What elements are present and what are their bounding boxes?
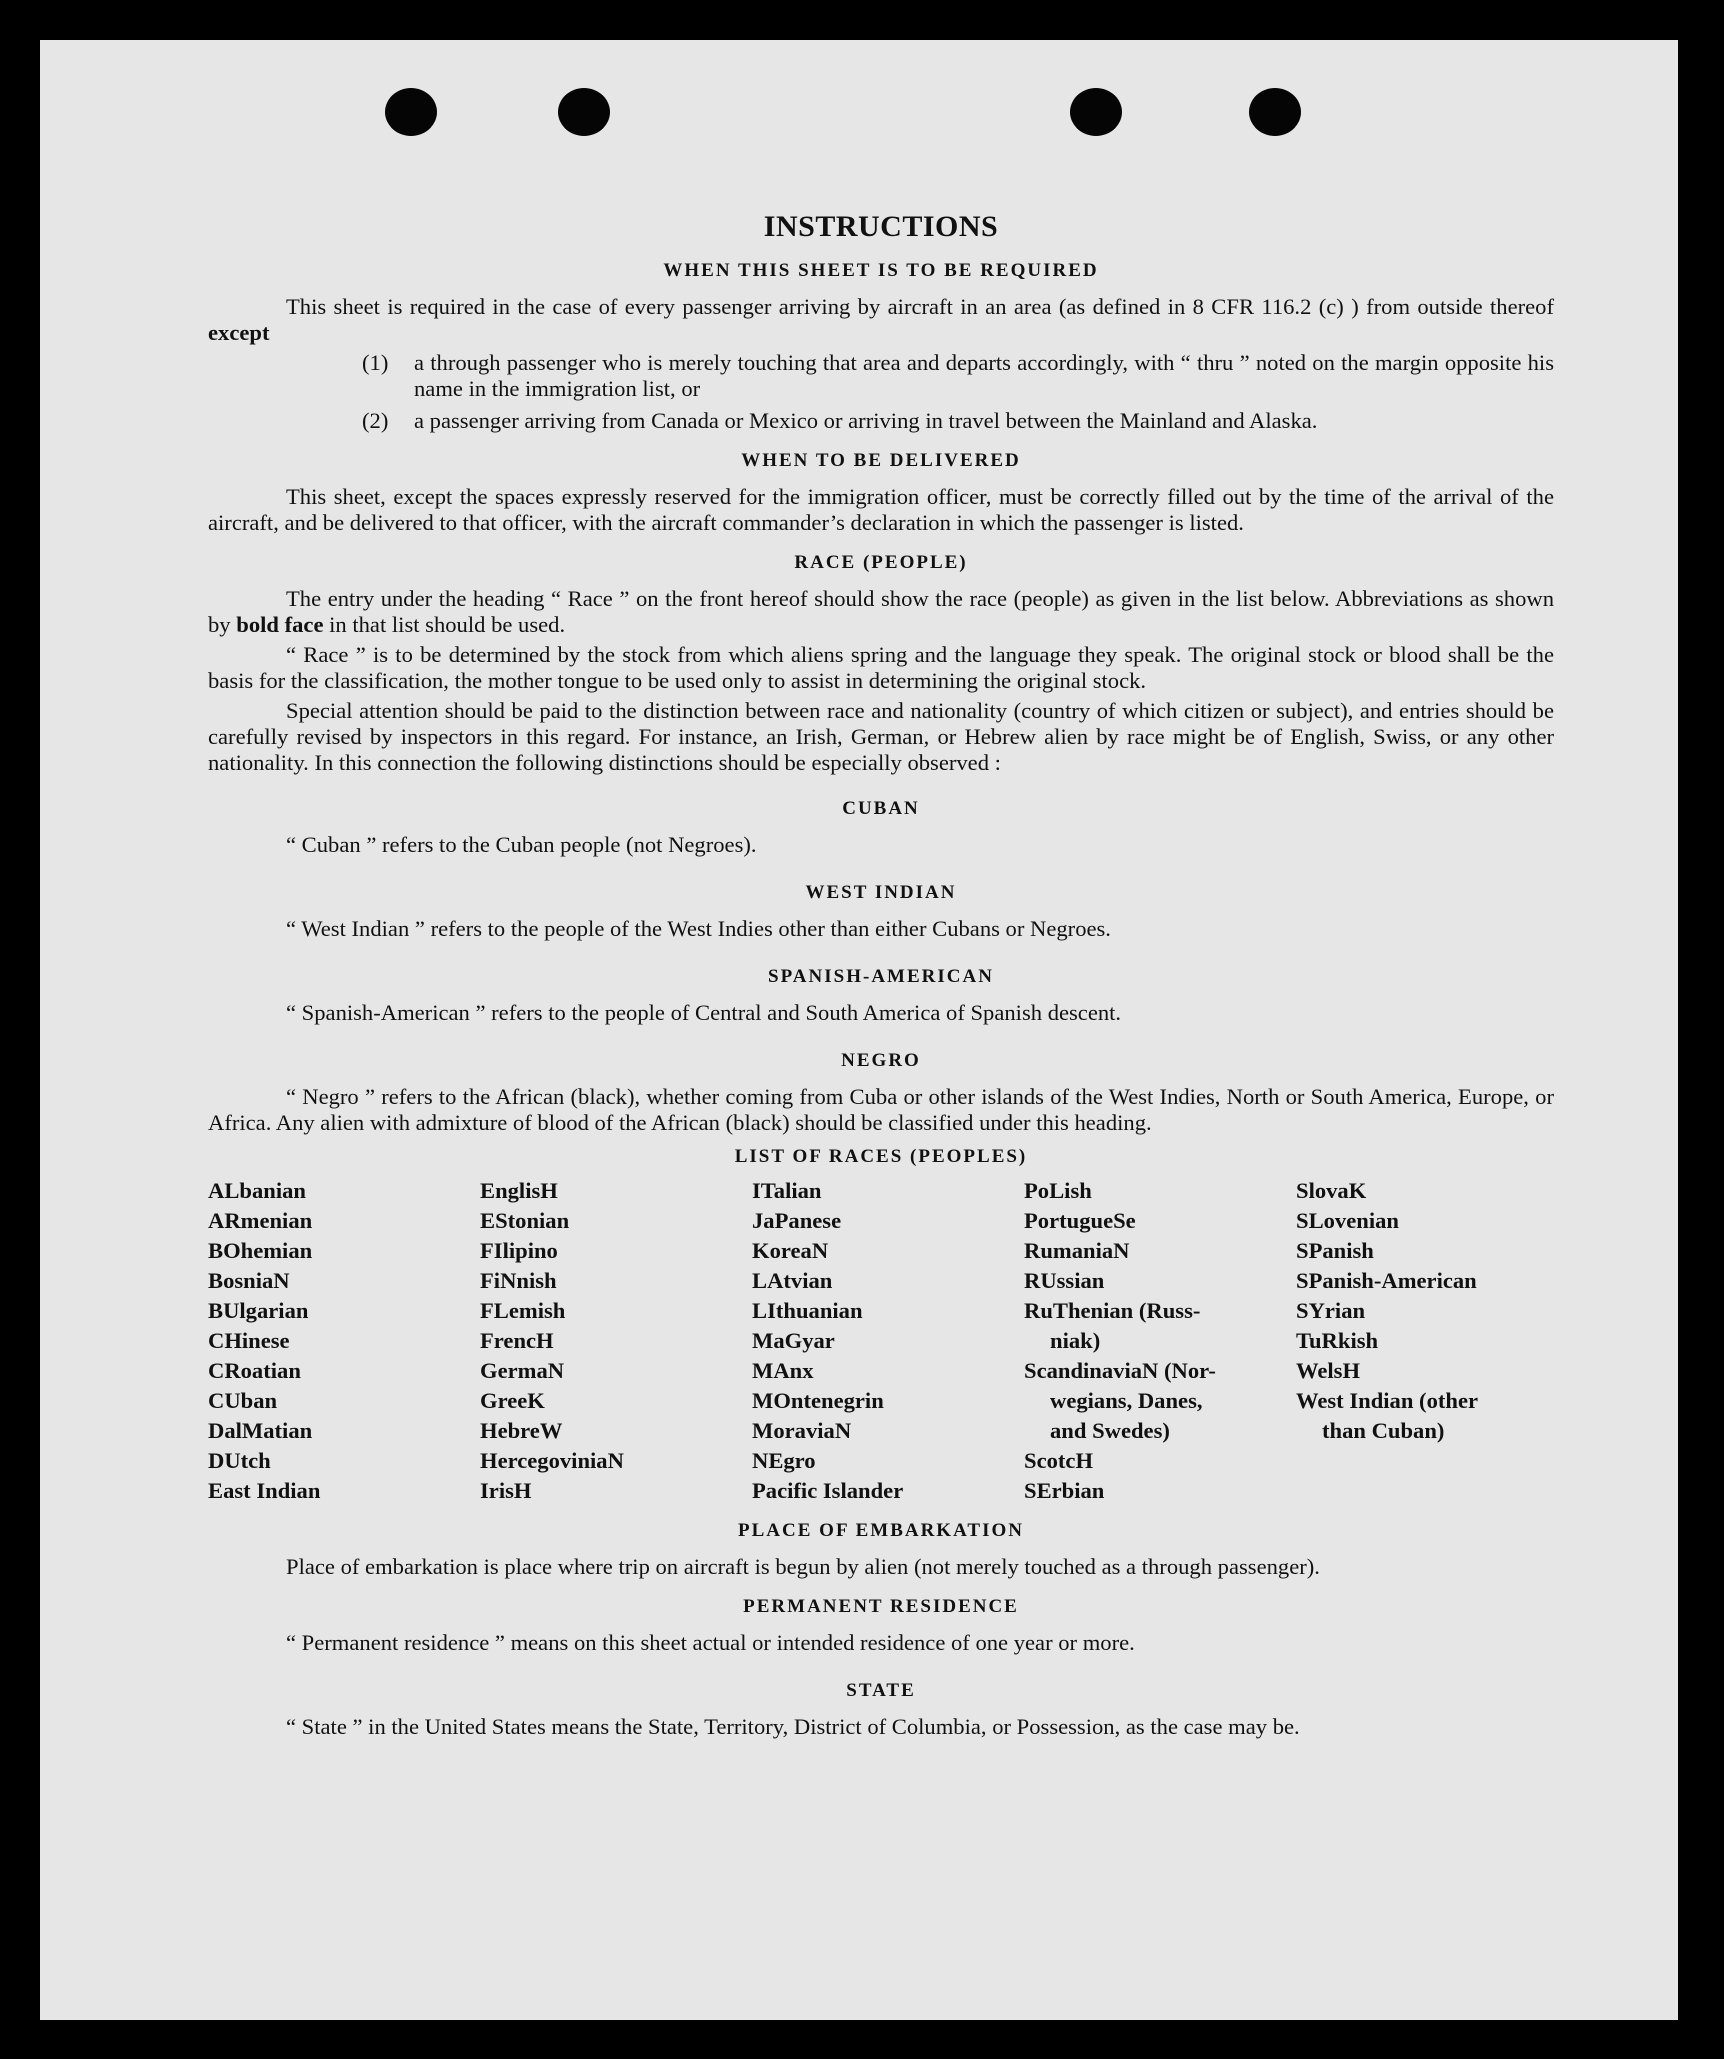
race-entry: SlovaK bbox=[1296, 1178, 1367, 1203]
race-entry: RUssian bbox=[1024, 1268, 1105, 1293]
race-entry: ScandinaviaN (Nor- bbox=[1024, 1358, 1216, 1383]
race-entry: TuRkish bbox=[1296, 1328, 1379, 1353]
spanish-american-text: “ Spanish-American ” refers to the people of Central and South America of Spanish descent. bbox=[286, 1000, 1122, 1025]
heading-negro: NEGRO bbox=[841, 1050, 921, 1071]
delivered-text: This sheet, except the spaces expressly reserved for the immigration officer, must be correctly filled out by the time of the arrival of the aircraft, and be delivered to that officer, with the aircraft commander’s declaration in which the passenger is listed. bbox=[208, 484, 1554, 535]
race-entry: MoraviaN bbox=[752, 1418, 852, 1443]
race-entry: CHinese bbox=[208, 1328, 290, 1353]
race-entry: SLovenian bbox=[1296, 1208, 1399, 1233]
heading-spanish-american: SPANISH-AMERICAN bbox=[768, 966, 994, 987]
race-entry: CRoatian bbox=[208, 1358, 301, 1383]
negro-text: “ Negro ” refers to the African (black), whether coming from Cuba or other islands of the West Indies, North or South America, Europe, or Africa. Any alien with admixture of blood of the African (black) should be classified under this heading. bbox=[208, 1084, 1554, 1135]
required-item-1: (1) a through passenger who is merely touching that area and departs accordingly, with “ thru ” noted on the margin opposite his name in the immigration list, or bbox=[362, 350, 1554, 401]
races-column-5 bbox=[1296, 1176, 1554, 1506]
heading-cuban: CUBAN bbox=[842, 798, 920, 819]
race-entry: KoreaN bbox=[752, 1238, 829, 1263]
race-entry: FiNnish bbox=[480, 1268, 557, 1293]
race-paragraph-2: “ Race ” is to be determined by the stock from which aliens spring and the language they speak. The original stock or blood shall be the basis for the classification, the mother tongue to be used only to assist in determining the original stock. bbox=[208, 642, 1554, 693]
race-entry: East Indian bbox=[208, 1478, 321, 1503]
cuban-text: “ Cuban ” refers to the Cuban people (not Negroes). bbox=[286, 832, 757, 857]
race-entry: MOntenegrin bbox=[752, 1388, 884, 1413]
races-column-2 bbox=[480, 1176, 752, 1506]
race-entry: CUban bbox=[208, 1388, 278, 1413]
race-entry: ARmenian bbox=[208, 1208, 313, 1233]
race-entry: GreeK bbox=[480, 1388, 545, 1413]
races-column-4 bbox=[1024, 1176, 1296, 1506]
race-entry: GermaN bbox=[480, 1358, 565, 1383]
heading-race: RACE (PEOPLE) bbox=[794, 552, 968, 573]
heading-when-delivered: WHEN TO BE DELIVERED bbox=[741, 450, 1021, 471]
race-entry: MaGyar bbox=[752, 1328, 835, 1353]
race-entry: IrisH bbox=[480, 1478, 532, 1503]
state-text: “ State ” in the United States means the State, Territory, District of Columbia, or Possession, as the case may be. bbox=[286, 1714, 1300, 1739]
race-entry: FIlipino bbox=[480, 1238, 558, 1263]
race-entry: ALbanian bbox=[208, 1178, 306, 1203]
required-intro: This sheet is required in the case of every passenger arriving by aircraft in an area (as defined in 8 CFR 116.2 (c) ) from outside thereof except bbox=[208, 294, 1554, 345]
punch-hole-3 bbox=[1070, 88, 1122, 136]
race-entry: LIthuanian bbox=[752, 1298, 863, 1323]
race-entry: West Indian (other bbox=[1296, 1388, 1479, 1413]
heading-permanent-residence: PERMANENT RESIDENCE bbox=[743, 1596, 1019, 1617]
race-entry: ITalian bbox=[752, 1178, 822, 1203]
race-entry: Pacific Islander bbox=[752, 1478, 904, 1503]
heading-west-indian: WEST INDIAN bbox=[805, 882, 957, 903]
heading-when-required: WHEN THIS SHEET IS TO BE REQUIRED bbox=[663, 260, 1099, 281]
race-entry: and Swedes) bbox=[1050, 1418, 1170, 1443]
race-entry: SPanish bbox=[1296, 1238, 1374, 1263]
punch-hole-4 bbox=[1249, 88, 1301, 136]
punch-hole-2 bbox=[558, 88, 610, 136]
heading-list-of-races: LIST OF RACES (PEOPLES) bbox=[734, 1146, 1028, 1167]
heading-state: STATE bbox=[846, 1680, 916, 1701]
document-page bbox=[40, 40, 1678, 2020]
race-entry: MAnx bbox=[752, 1358, 814, 1383]
race-entry: BOhemian bbox=[208, 1238, 313, 1263]
west-indian-text: “ West Indian ” refers to the people of the West Indies other than either Cubans or Negroes. bbox=[286, 916, 1111, 941]
race-paragraph-1: The entry under the heading “ Race ” on the front hereof should show the race (people) as given in the list below. Abbreviations as shown by bold face in that list should be used. bbox=[208, 586, 1554, 637]
residence-text: “ Permanent residence ” means on this sheet actual or intended residence of one year or more. bbox=[286, 1630, 1135, 1655]
race-entry: RumaniaN bbox=[1024, 1238, 1130, 1263]
race-entry: SYrian bbox=[1296, 1298, 1366, 1323]
embarkation-text: Place of embarkation is place where trip on aircraft is begun by alien (not merely touched as a through passenger). bbox=[286, 1554, 1320, 1579]
race-entry: RuThenian (Russ- bbox=[1024, 1298, 1201, 1323]
race-paragraph-3: Special attention should be paid to the distinction between race and nationality (country of which citizen or subject), and entries should be carefully revised by inspectors in this regard. For instance, an Irish, German, or Hebrew alien by race might be of English, Swiss, or any other nationality. In this connection the following distinctions should be especially observed : bbox=[208, 698, 1554, 775]
race-entry: HercegoviniaN bbox=[480, 1448, 624, 1473]
race-entry: LAtvian bbox=[752, 1268, 833, 1293]
race-entry: DalMatian bbox=[208, 1418, 313, 1443]
race-entry: EnglisH bbox=[480, 1178, 558, 1203]
page-title: INSTRUCTIONS bbox=[763, 210, 999, 243]
race-entry: FLemish bbox=[480, 1298, 566, 1323]
race-entry: JaPanese bbox=[752, 1208, 842, 1233]
required-item-2: (2) a passenger arriving from Canada or Mexico or arriving in travel between the Mainland and Alaska. bbox=[362, 408, 1318, 433]
races-column-1 bbox=[208, 1176, 480, 1506]
race-entry: FrencH bbox=[480, 1328, 554, 1353]
race-entry: EStonian bbox=[480, 1208, 570, 1233]
race-entry: PortugueSe bbox=[1024, 1208, 1136, 1233]
races-column-3 bbox=[752, 1176, 1024, 1506]
race-entry: DUtch bbox=[208, 1448, 271, 1473]
race-entry: WelsH bbox=[1296, 1358, 1361, 1383]
list-of-races bbox=[208, 1176, 1554, 1506]
instructions-content bbox=[208, 168, 1554, 1744]
race-entry: ScotcH bbox=[1024, 1448, 1094, 1473]
race-entry: SPanish-American bbox=[1296, 1268, 1477, 1293]
race-entry: wegians, Danes, bbox=[1050, 1388, 1203, 1413]
race-entry: BosniaN bbox=[208, 1268, 290, 1293]
race-entry: NEgro bbox=[752, 1448, 816, 1473]
race-entry: BUlgarian bbox=[208, 1298, 309, 1323]
punch-hole-1 bbox=[385, 88, 437, 136]
race-entry: than Cuban) bbox=[1322, 1418, 1445, 1443]
race-entry: HebreW bbox=[480, 1418, 563, 1443]
race-entry: SErbian bbox=[1024, 1478, 1105, 1503]
race-entry: niak) bbox=[1050, 1328, 1101, 1353]
heading-place-of-embarkation: PLACE OF EMBARKATION bbox=[738, 1520, 1024, 1541]
race-entry: PoLish bbox=[1024, 1178, 1092, 1203]
